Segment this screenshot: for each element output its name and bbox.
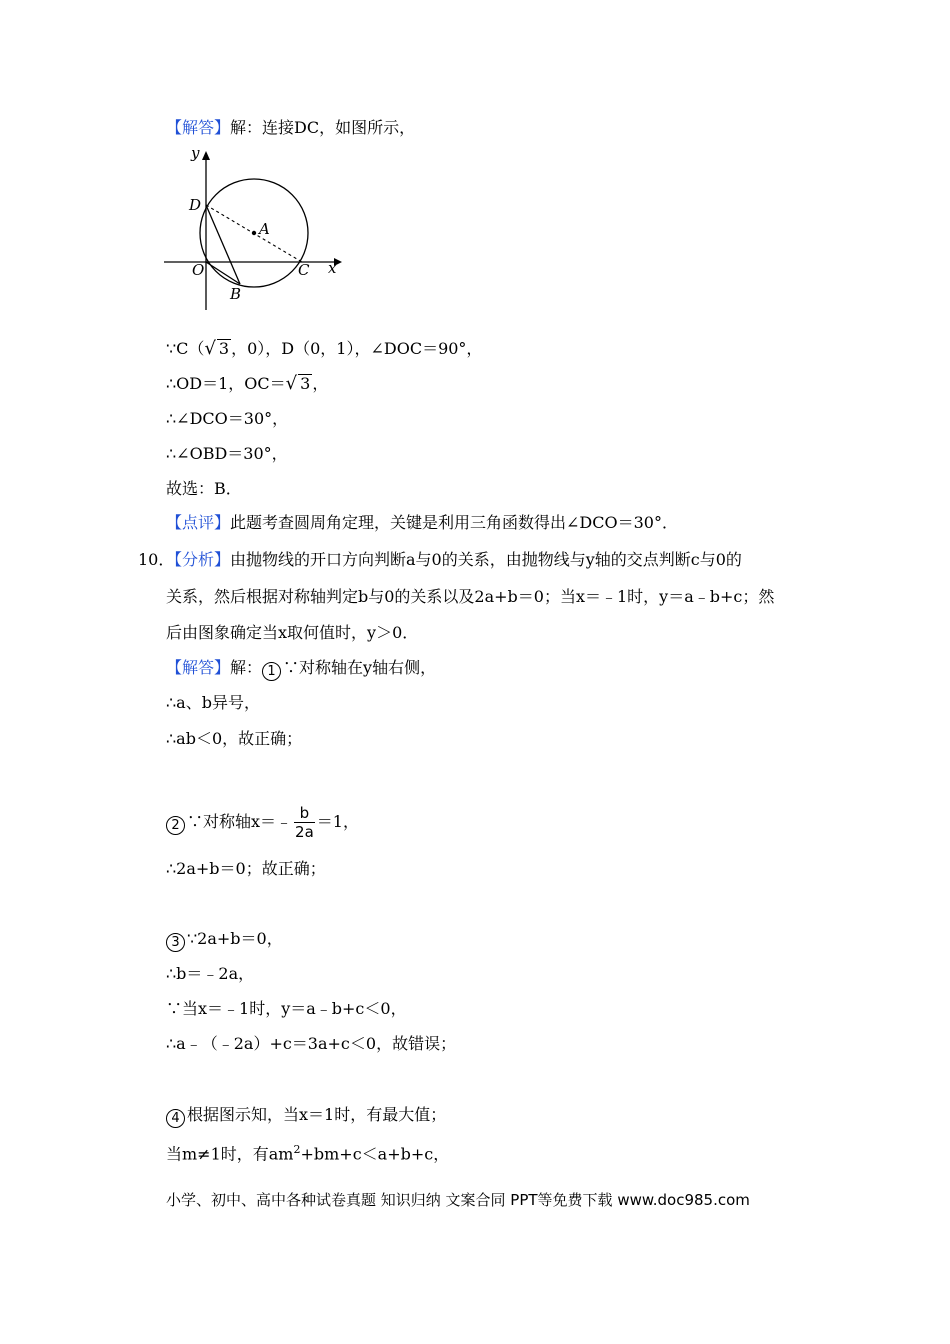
circled-number-1: 1 [262, 662, 281, 681]
analysis-tag: 【分析】 [166, 550, 231, 569]
footer-text: 小学、初中、高中各种试卷真题 知识归纳 文案合同 PPT等免费下载 www.doc985.com [166, 1191, 750, 1209]
analysis-line-1: 【分析】由抛物线的开口方向判断a与0的关系，由抛物线与y轴的交点判断c与0的 [166, 550, 742, 569]
fig-label-x: x [328, 259, 337, 277]
answer-intro: 解：连接DC，如图所示， [230, 118, 416, 137]
sqrt-three: 3 [300, 374, 311, 393]
q10-answer-heading: 【解答】解： 1 ∵对称轴在y轴右侧， [166, 658, 437, 679]
step-3a-plus-c: ∴a﹣（﹣2a）+c＝3a+c＜0，故错误； [166, 1034, 457, 1053]
comment-text: 此题考查圆周角定理，关键是利用三角函数得出∠DCO＝30°． [230, 513, 678, 532]
comment-line [166, 512, 678, 534]
analysis-line-2: 关系，然后根据对称轴判定b与0的关系以及2a+b＝0；当x＝﹣1时，y＝a﹣b+c；然 [166, 587, 775, 606]
step-lengths: ∴OD＝1，OC＝√ 3 ， [166, 373, 329, 394]
step-axis: 2 ∵对称轴x＝﹣ $\frac{b}{2a}$ ＝1， [166, 804, 359, 841]
circled-number-2: 2 [166, 816, 185, 835]
step-ab: ∴ab＜0，故正确； [166, 729, 303, 748]
step-3-given: 3 ∵2a+b＝0， [166, 928, 283, 952]
step-2a-plus-b: ∴2a+b＝0；故正确； [166, 859, 326, 878]
fig-label-c: C [298, 261, 310, 279]
fig-label-b: B [230, 285, 242, 303]
fig-label-o: O [192, 261, 205, 279]
fig-label-y: y [191, 145, 200, 162]
fig-label-d: D [189, 196, 202, 214]
fraction-b-over-2a: $\frac{b}{2a}$ [295, 804, 314, 841]
step-x-minus-1: ∵当x＝﹣1时，y＝a﹣b+c＜0， [166, 999, 407, 1018]
step-given: ∵C（√ 3 ，0），D（0，1），∠DOC＝90°， [166, 338, 483, 359]
fig-label-a: A [259, 220, 270, 238]
step-angle-dco: ∴∠DCO＝30°， [166, 409, 289, 428]
step-sign: ∴a、b异号， [166, 693, 260, 712]
question-number: 10． [138, 550, 175, 569]
sqrt-three: 3 [218, 339, 230, 358]
step-angle-obd: ∴∠OBD＝30°， [166, 444, 288, 463]
step-choice: 故选：B． [166, 479, 242, 498]
comment-tag: 【点评】 [166, 513, 231, 532]
circle-figure [160, 145, 350, 313]
answer-tag: 【解答】 [166, 118, 231, 137]
step-b-value: ∴b＝﹣2a， [166, 964, 255, 983]
answer-tag: 【解答】 [166, 658, 231, 677]
analysis-line-3: 后由图象确定当x取何值时，y＞0． [166, 623, 419, 642]
step-4-max: 4 根据图示知，当x＝1时，有最大值； [166, 1104, 446, 1128]
step-m-not-1: 当m≠1时，有$am^2+bm+c<a+b+c$， [166, 1143, 450, 1164]
circled-number-4: 4 [166, 1109, 185, 1128]
answer-heading [166, 117, 415, 139]
circled-number-3: 3 [166, 933, 185, 952]
